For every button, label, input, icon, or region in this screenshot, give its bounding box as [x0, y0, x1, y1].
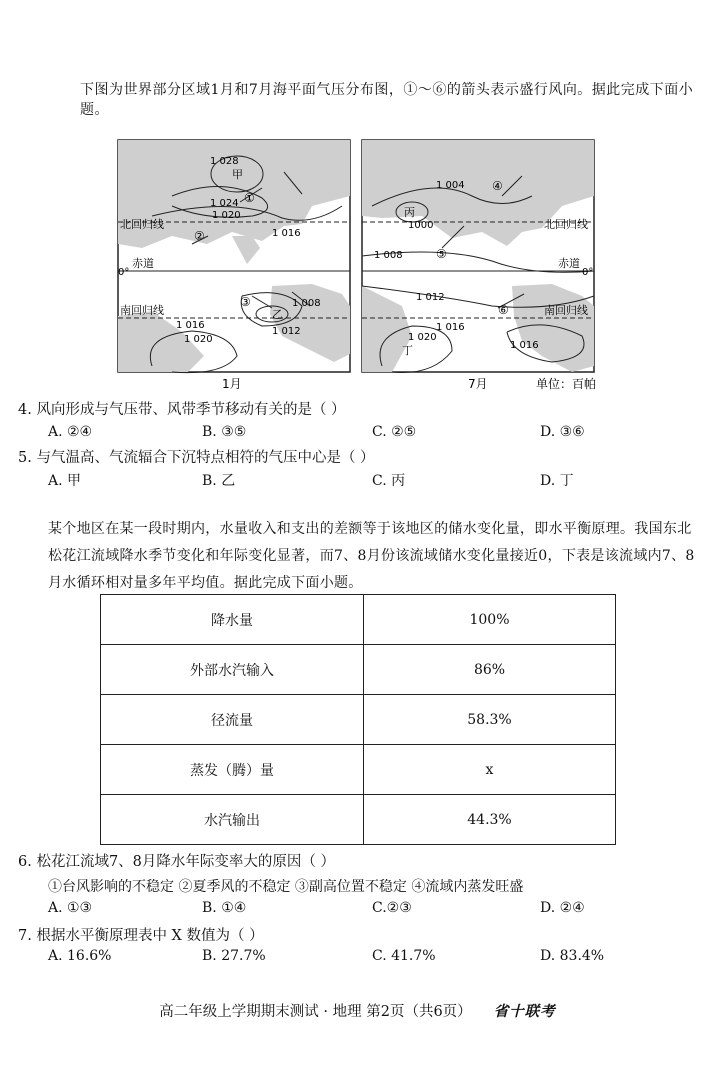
q6-option-d[interactable]: D. ②④ — [540, 900, 585, 916]
arrow-label-4: ④ — [492, 179, 503, 193]
high-ding: 丁 — [402, 344, 413, 357]
q5-option-c[interactable]: C. 丙 — [372, 473, 406, 489]
caption-january: 1月 — [222, 377, 242, 391]
equator-label-july: 赤道 — [558, 257, 580, 270]
q4-option-d[interactable]: D. ③⑥ — [540, 424, 585, 440]
isobar-1024: 1 024 — [210, 198, 239, 209]
pressure-map-figure — [112, 136, 602, 396]
q5-option-d[interactable]: D. 丁 — [540, 473, 574, 489]
table-cell-value: 58.3% — [364, 695, 616, 745]
q6-option-a[interactable]: A. ①③ — [48, 900, 93, 916]
q4-option-a[interactable]: A. ②④ — [48, 424, 93, 440]
q6-option-b[interactable]: B. ①④ — [202, 900, 247, 916]
table-cell-item: 蒸发（腾）量 — [101, 745, 364, 795]
table-cell-value: 44.3% — [364, 795, 616, 845]
water-balance-table — [100, 594, 616, 845]
table-row — [101, 695, 616, 745]
q7-option-a[interactable]: A. 16.6% — [48, 948, 112, 964]
tropic-capricorn-label-july: 南回归线 — [544, 304, 588, 317]
question-7-stem: 7. 根据水平衡原理表中 X 数值为（ ） — [18, 928, 264, 944]
arrow-label-3: ③ — [240, 295, 251, 309]
table-cell-item: 径流量 — [101, 695, 364, 745]
intro-paragraph-1: 下图为世界部分区域1月和7月海平面气压分布图，①～⑥的箭头表示盛行风向。据此完成下面小题。 — [80, 82, 694, 118]
table-row — [101, 745, 616, 795]
intro-paragraph-2: 某个地区在某一段时期内，水量收入和支出的差额等于该地区的储水变化量，即水平衡原理。我国东北松花江流域降水季节变化和年际变化显著，而7、8月份该流域储水变化量接近0，下表是该流域内7、8月水循环相对量多年平均值。据此完成下面小题。 — [48, 521, 695, 591]
table-cell-item: 降水量 — [101, 595, 364, 645]
isobar-1000: 1000 — [408, 220, 434, 231]
q5-option-a[interactable]: A. 甲 — [48, 473, 82, 489]
table-cell-value: 100% — [364, 595, 616, 645]
isobar-1028: 1 028 — [210, 156, 239, 167]
arrow-label-2: ② — [194, 229, 205, 243]
table-cell-item: 水汽输出 — [101, 795, 364, 845]
q5-option-b[interactable]: B. 乙 — [202, 473, 236, 489]
arrow-label-5: ⑤ — [436, 247, 447, 261]
table-cell-value: x — [364, 745, 616, 795]
table-row — [101, 645, 616, 695]
isobar-1012-july: 1 012 — [416, 292, 445, 303]
arrow-label-1: ① — [244, 191, 255, 205]
isobar-1008: 1 008 — [292, 298, 321, 309]
isobar-1016-july: 1 016 — [436, 322, 465, 333]
isobar-1020: 1 020 — [212, 210, 241, 221]
isobar-1016-south: 1 016 — [176, 320, 205, 331]
low-bing: 丙 — [404, 206, 415, 219]
arrow-label-6: ⑥ — [498, 303, 509, 317]
question-4-stem: 4. 风向形成与气压带、风带季节移动有关的是（ ） — [18, 402, 346, 418]
q4-option-c[interactable]: C. ②⑤ — [372, 424, 417, 440]
map-july — [362, 140, 596, 391]
question-5-stem: 5. 与气温高、气流辐合下沉特点相符的气压中心是（ ） — [18, 450, 375, 466]
q4-option-b[interactable]: B. ③⑤ — [202, 424, 247, 440]
isobar-1004: 1 004 — [436, 180, 465, 191]
caption-july: 7月 — [468, 377, 488, 391]
q6-option-c[interactable]: C.②③ — [372, 900, 412, 916]
equator-label: 赤道 — [132, 257, 154, 270]
tropic-cancer-label: 北回归线 — [120, 218, 164, 231]
zero-degree-label-july: 0° — [582, 267, 594, 278]
unit-label: 单位：百帕 — [536, 377, 597, 391]
q7-option-b[interactable]: B. 27.7% — [202, 948, 266, 964]
q7-option-c[interactable]: C. 41.7% — [372, 948, 436, 964]
isobar-1020-july: 1 020 — [408, 332, 437, 343]
table-row — [101, 795, 616, 845]
isobar-1016: 1 016 — [272, 228, 301, 239]
low-yi: 乙 — [272, 308, 283, 321]
isobar-1008-july: 1 008 — [374, 250, 403, 261]
isobar-1020-south: 1 020 — [184, 334, 213, 345]
isobar-1016-july-aus: 1 016 — [510, 340, 539, 351]
isobar-1012: 1 012 — [272, 326, 301, 337]
footer-brand: 省十联考 — [493, 1003, 556, 1020]
question-6-stem: 6. 松花江流域7、8月降水年际变率大的原因（ ） — [18, 854, 336, 870]
zero-degree-label: 0° — [118, 267, 130, 278]
map-january — [118, 140, 350, 391]
table-cell-value: 86% — [364, 645, 616, 695]
table-cell-item: 外部水汽输入 — [101, 645, 364, 695]
tropic-cancer-label-july: 北回归线 — [544, 218, 588, 231]
footer-text: 高二年级上学期期末测试 · 地理 第2页（共6页） — [159, 1004, 472, 1020]
high-jia: 甲 — [232, 168, 243, 181]
q6-statements: ①台风影响的不稳定 ②夏季风的不稳定 ③副高位置不稳定 ④流域内蒸发旺盛 — [48, 879, 524, 895]
page-footer — [0, 1000, 715, 1021]
tropic-capricorn-label: 南回归线 — [120, 304, 164, 317]
table-row — [101, 595, 616, 645]
q7-option-d[interactable]: D. 83.4% — [540, 948, 605, 964]
